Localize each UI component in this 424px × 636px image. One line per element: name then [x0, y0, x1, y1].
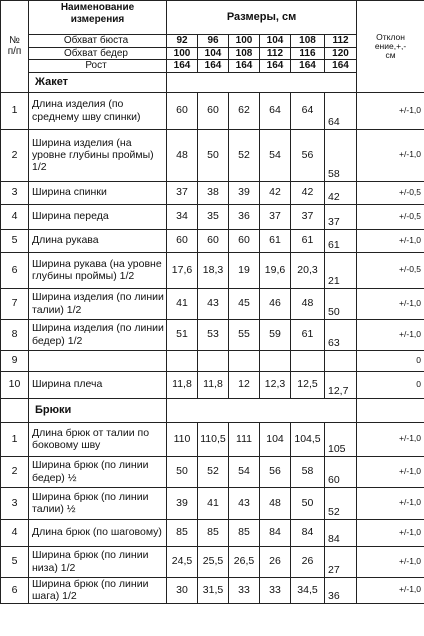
size-value: 20,3 — [291, 252, 325, 288]
row-number: 6 — [1, 577, 29, 603]
table-row — [1, 252, 424, 288]
section-title-blank — [167, 72, 357, 92]
row-number: 4 — [1, 519, 29, 546]
deviation-value: +/-1,0 — [357, 577, 424, 603]
table-row — [1, 487, 424, 519]
size-value — [325, 350, 357, 371]
row-number: 4 — [1, 204, 29, 229]
size-value: 92 — [167, 35, 198, 48]
size-value — [229, 350, 260, 371]
deviation-value: +/-0,5 — [357, 252, 424, 288]
table-row — [1, 456, 424, 487]
table-row — [1, 519, 424, 546]
size-value — [260, 350, 291, 371]
measurement-name: Длина брюк (по шаговому) — [29, 519, 167, 546]
table-row — [1, 229, 424, 252]
size-value: 50 — [291, 487, 325, 519]
deviation-value: +/-0,5 — [357, 181, 424, 204]
size-value: 26,5 — [229, 546, 260, 577]
measurement-name: Ширина брюк (по линии бедер) ½ — [29, 456, 167, 487]
size-value: 60 — [198, 229, 229, 252]
size-value: 11,8 — [198, 371, 229, 398]
table-row — [1, 129, 424, 181]
size-value: 12,7 — [325, 371, 357, 398]
measurement-name: Ширина изделия (по линии бедер) 1/2 — [29, 319, 167, 350]
size-value: 55 — [229, 319, 260, 350]
size-value: 25,5 — [198, 546, 229, 577]
row-number: 1 — [1, 422, 29, 456]
size-value: 48 — [167, 129, 198, 181]
row-number: 2 — [1, 456, 29, 487]
size-value: 34,5 — [291, 577, 325, 603]
size-value: 96 — [198, 35, 229, 48]
row-number: 7 — [1, 288, 29, 319]
size-value: 58 — [291, 456, 325, 487]
table-row — [1, 288, 424, 319]
header-row-label: Рост — [29, 60, 167, 73]
size-value: 26 — [291, 546, 325, 577]
section-title: Жакет — [29, 72, 167, 92]
deviation-value: +/-1,0 — [357, 319, 424, 350]
size-value: 164 — [260, 60, 291, 73]
size-value: 61 — [291, 229, 325, 252]
size-value: 19 — [229, 252, 260, 288]
size-value: 59 — [260, 319, 291, 350]
size-value: 42 — [291, 181, 325, 204]
size-value: 36 — [325, 577, 357, 603]
size-value: 105 — [325, 422, 357, 456]
size-value: 110 — [167, 422, 198, 456]
header-row-label: Обхват бюста — [29, 35, 167, 48]
size-value: 64 — [325, 92, 357, 129]
measurement-name: Длина рукава — [29, 229, 167, 252]
measurement-name: Ширина изделия (на уровне глубины проймы) 1/2 — [29, 129, 167, 181]
size-value: 37 — [291, 204, 325, 229]
size-value: 12,3 — [260, 371, 291, 398]
size-value: 27 — [325, 546, 357, 577]
size-value: 164 — [325, 60, 357, 73]
size-value: 48 — [260, 487, 291, 519]
size-value: 36 — [229, 204, 260, 229]
size-value: 104 — [260, 35, 291, 48]
size-value: 54 — [260, 129, 291, 181]
row-number: 8 — [1, 319, 29, 350]
size-value: 51 — [167, 319, 198, 350]
section-title: Брюки — [29, 398, 167, 422]
measurement-name: Длина изделия (по среднему шву спинки) — [29, 92, 167, 129]
measurement-name: Ширина брюк (по линии талии) ½ — [29, 487, 167, 519]
size-value: 62 — [229, 92, 260, 129]
size-value: 108 — [291, 35, 325, 48]
size-value: 100 — [167, 47, 198, 60]
row-number: 3 — [1, 181, 29, 204]
size-value: 39 — [167, 487, 198, 519]
size-value: 37 — [167, 181, 198, 204]
size-value: 60 — [167, 229, 198, 252]
size-value: 164 — [198, 60, 229, 73]
measurement-name — [29, 350, 167, 371]
size-value: 61 — [325, 229, 357, 252]
table-row — [1, 371, 424, 398]
table-row — [1, 319, 424, 350]
deviation-value: +/-1,0 — [357, 288, 424, 319]
deviation-column-header: Отклон ение,+,- см — [357, 1, 424, 93]
size-value: 45 — [229, 288, 260, 319]
size-value: 43 — [198, 288, 229, 319]
size-value: 108 — [229, 47, 260, 60]
size-value: 50 — [167, 456, 198, 487]
row-number: 10 — [1, 371, 29, 398]
size-value: 35 — [198, 204, 229, 229]
size-value: 100 — [229, 35, 260, 48]
size-value: 33 — [229, 577, 260, 603]
size-value: 58 — [325, 129, 357, 181]
size-value: 41 — [167, 288, 198, 319]
deviation-value: 0 — [357, 371, 424, 398]
deviation-value: +/-1,0 — [357, 229, 424, 252]
size-value: 116 — [291, 47, 325, 60]
table-row — [1, 577, 424, 603]
size-value: 19,6 — [260, 252, 291, 288]
size-value: 50 — [198, 129, 229, 181]
size-value: 26 — [260, 546, 291, 577]
row-number: 5 — [1, 229, 29, 252]
size-value: 38 — [198, 181, 229, 204]
size-value: 39 — [229, 181, 260, 204]
size-value: 34 — [167, 204, 198, 229]
measurement-name: Ширина брюк (по линии шага) 1/2 — [29, 577, 167, 603]
size-value: 112 — [260, 47, 291, 60]
size-value: 60 — [198, 92, 229, 129]
header-row-label: Обхват бедер — [29, 47, 167, 60]
row-number: 2 — [1, 129, 29, 181]
size-value: 42 — [260, 181, 291, 204]
size-value: 56 — [291, 129, 325, 181]
size-value: 43 — [229, 487, 260, 519]
size-value: 85 — [167, 519, 198, 546]
size-value: 85 — [229, 519, 260, 546]
size-value: 52 — [229, 129, 260, 181]
header-title-row — [1, 1, 424, 35]
sizes-header: Размеры, см — [167, 1, 357, 35]
deviation-value: +/-1,0 — [357, 92, 424, 129]
size-value: 54 — [229, 456, 260, 487]
size-value: 84 — [291, 519, 325, 546]
table-row — [1, 92, 424, 129]
table-row — [1, 204, 424, 229]
deviation-value: +/-0,5 — [357, 204, 424, 229]
size-value: 37 — [260, 204, 291, 229]
measurement-name: Ширина брюк (по линии низа) 1/2 — [29, 546, 167, 577]
table-row — [1, 546, 424, 577]
section-title-blank — [167, 398, 357, 422]
size-value: 12 — [229, 371, 260, 398]
measurement-name: Ширина плеча — [29, 371, 167, 398]
size-value: 63 — [325, 319, 357, 350]
size-value: 18,3 — [198, 252, 229, 288]
size-value — [198, 350, 229, 371]
size-value: 46 — [260, 288, 291, 319]
size-value: 50 — [325, 288, 357, 319]
size-value: 31,5 — [198, 577, 229, 603]
section-dev-blank — [357, 398, 424, 422]
size-value: 12,5 — [291, 371, 325, 398]
size-value: 84 — [325, 519, 357, 546]
measurement-name: Ширина рукава (на уровне глубины проймы) 1/2 — [29, 252, 167, 288]
size-value: 104,5 — [291, 422, 325, 456]
size-value: 17,6 — [167, 252, 198, 288]
row-number: 9 — [1, 350, 29, 371]
row-number: 1 — [1, 92, 29, 129]
size-value: 120 — [325, 47, 357, 60]
size-value: 61 — [291, 319, 325, 350]
size-value: 110,5 — [198, 422, 229, 456]
deviation-value: +/-1,0 — [357, 546, 424, 577]
name-column-header: Наименование измерения — [29, 1, 167, 35]
size-value: 64 — [291, 92, 325, 129]
size-value: 112 — [325, 35, 357, 48]
size-value: 104 — [260, 422, 291, 456]
table-row — [1, 422, 424, 456]
measurement-name: Ширина изделия (по линии талии) 1/2 — [29, 288, 167, 319]
section-num-blank — [1, 398, 29, 422]
deviation-value: +/-1,0 — [357, 129, 424, 181]
deviation-value: +/-1,0 — [357, 487, 424, 519]
row-number: 5 — [1, 546, 29, 577]
size-value: 85 — [198, 519, 229, 546]
row-number: 3 — [1, 487, 29, 519]
size-value: 84 — [260, 519, 291, 546]
section-title-row — [1, 398, 424, 422]
deviation-value: +/-1,0 — [357, 422, 424, 456]
size-value: 24,5 — [167, 546, 198, 577]
size-value: 48 — [291, 288, 325, 319]
measurement-name: Ширина спинки — [29, 181, 167, 204]
deviation-value: 0 — [357, 350, 424, 371]
measurement-name: Длина брюк от талии по боковому шву — [29, 422, 167, 456]
deviation-value: +/-1,0 — [357, 456, 424, 487]
size-value: 21 — [325, 252, 357, 288]
size-value: 52 — [198, 456, 229, 487]
size-value: 30 — [167, 577, 198, 603]
size-value — [291, 350, 325, 371]
size-value: 11,8 — [167, 371, 198, 398]
row-number: 6 — [1, 252, 29, 288]
size-value: 42 — [325, 181, 357, 204]
size-value: 33 — [260, 577, 291, 603]
size-value: 52 — [325, 487, 357, 519]
size-value: 37 — [325, 204, 357, 229]
size-value: 164 — [167, 60, 198, 73]
table-row — [1, 181, 424, 204]
deviation-value: +/-1,0 — [357, 519, 424, 546]
size-value: 64 — [260, 92, 291, 129]
size-value — [167, 350, 198, 371]
size-value: 104 — [198, 47, 229, 60]
size-value: 111 — [229, 422, 260, 456]
size-value: 60 — [229, 229, 260, 252]
table-row — [1, 350, 424, 371]
size-value: 164 — [229, 60, 260, 73]
measurement-name: Ширина переда — [29, 204, 167, 229]
size-value: 61 — [260, 229, 291, 252]
size-value: 56 — [260, 456, 291, 487]
size-value: 60 — [167, 92, 198, 129]
num-column-header: № п/п — [1, 1, 29, 93]
size-value: 60 — [325, 456, 357, 487]
size-value: 53 — [198, 319, 229, 350]
size-value: 164 — [291, 60, 325, 73]
size-value: 41 — [198, 487, 229, 519]
